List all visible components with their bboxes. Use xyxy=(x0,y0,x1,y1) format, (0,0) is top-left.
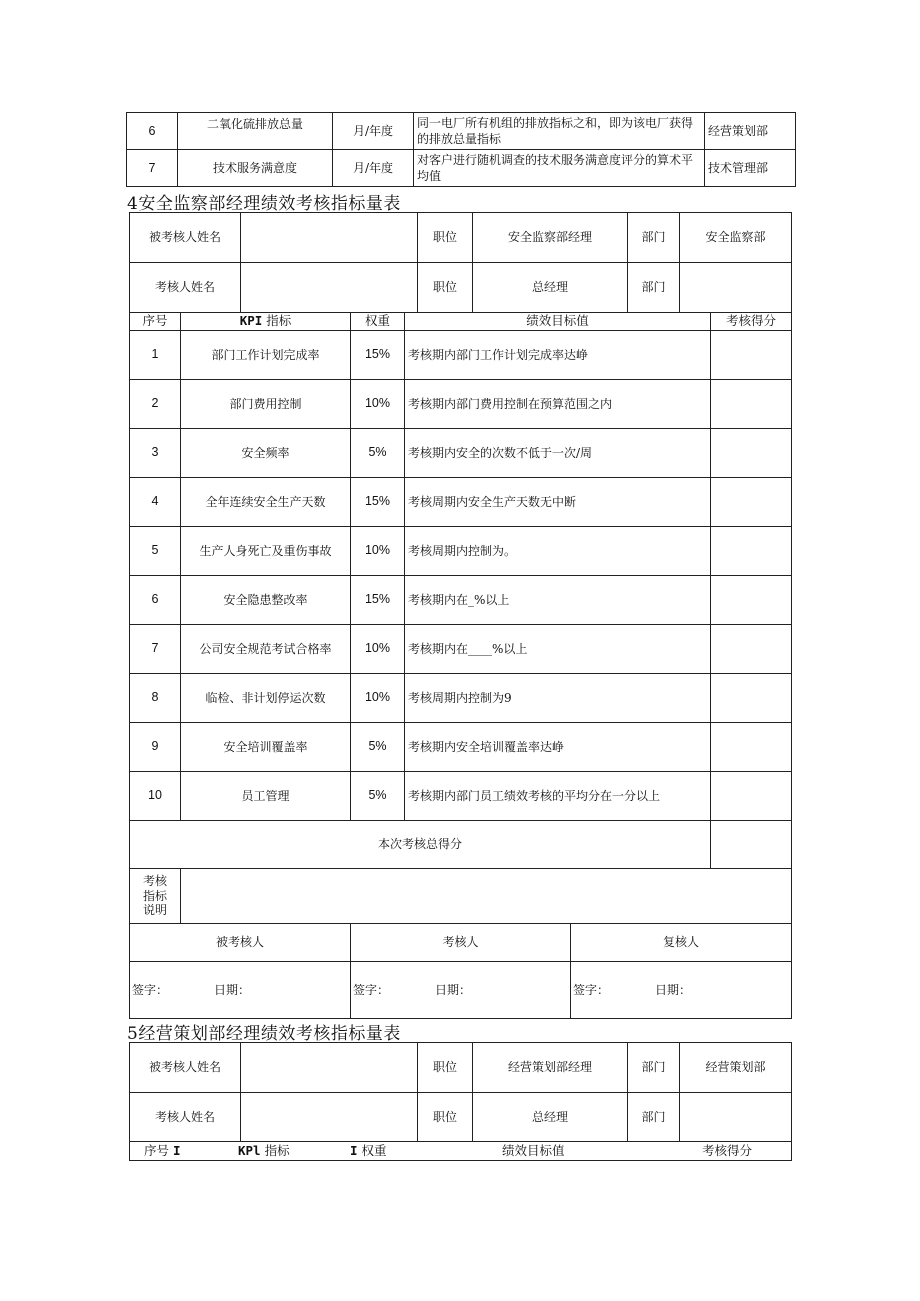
total-score-label: 本次考核总得分 xyxy=(130,820,711,868)
assessor-row xyxy=(130,263,792,313)
date-label: 日期： xyxy=(435,982,472,997)
kpi-weight: 15% xyxy=(351,575,405,624)
assessor-dept-value[interactable] xyxy=(680,1093,792,1142)
kpi-target: 考核期内部门员工绩效考核的平均分在一分以上 xyxy=(405,771,711,820)
note-label xyxy=(130,868,181,923)
kpi-name: 安全隐患整改率 xyxy=(181,575,351,624)
assessee-dept: 经营策划部 xyxy=(680,1043,792,1093)
row-number: 8 xyxy=(130,673,181,722)
kpi-target: 考核期内在____%以上 xyxy=(405,624,711,673)
kpi-weight: 5% xyxy=(351,428,405,477)
period: 月/年度 xyxy=(333,113,414,150)
signature-cell[interactable] xyxy=(351,962,571,1019)
kpi-name: 生产人身死亡及重伤事故 xyxy=(181,526,351,575)
kpi-weight: 10% xyxy=(351,526,405,575)
header-target: 绩效目标值 xyxy=(405,313,711,331)
signature-cell[interactable] xyxy=(130,962,351,1019)
period: 月/年度 xyxy=(333,150,414,187)
note-content[interactable] xyxy=(181,868,792,923)
kpi-target: 考核期内部门费用控制在预算范围之内 xyxy=(405,379,711,428)
kpi-name: 公司安全规范考试合格率 xyxy=(181,624,351,673)
responsible-dept: 经营策划部 xyxy=(705,113,796,150)
assessee-row xyxy=(130,213,792,263)
table-row xyxy=(127,150,796,187)
kpi-description: 对客户进行随机调查的技术服务满意度评分的算术平均值 xyxy=(414,150,705,187)
sign-label: 签字： xyxy=(132,982,169,997)
header-cell xyxy=(130,1142,792,1161)
section-4-signature-table xyxy=(129,923,792,1019)
assessor-position: 总经理 xyxy=(473,263,628,313)
assessee-position: 安全监察部经理 xyxy=(473,213,628,263)
dept-label: 部门 xyxy=(628,1043,680,1093)
top-kpi-table xyxy=(126,112,796,187)
position-label: 职位 xyxy=(418,263,473,313)
row-number: 6 xyxy=(130,575,181,624)
kpi-suffix: 指标 xyxy=(266,313,292,328)
row-number: 4 xyxy=(130,477,181,526)
kpi-weight: 15% xyxy=(351,477,405,526)
assessee-name-value[interactable] xyxy=(241,1043,418,1093)
kpi-name: 安全培训覆盖率 xyxy=(181,722,351,771)
header-kpi xyxy=(181,313,351,331)
kpi-name: 全年连续安全生产天数 xyxy=(181,477,351,526)
header-kpi-group xyxy=(238,1143,350,1160)
position-label: 职位 xyxy=(418,1043,473,1093)
note-label-line3: 说明 xyxy=(142,903,167,918)
score-cell[interactable] xyxy=(711,428,792,477)
score-cell[interactable] xyxy=(711,379,792,428)
total-score-cell[interactable] xyxy=(711,820,792,868)
kpi-suffix: 指标 xyxy=(264,1142,290,1158)
kpi-label: KPl xyxy=(238,1142,261,1158)
date-label: 日期： xyxy=(214,982,251,997)
score-cell[interactable] xyxy=(711,771,792,820)
row-number: 5 xyxy=(130,526,181,575)
kpi-target: 考核期内部门工作计划完成率达峥 xyxy=(405,330,711,379)
section-4-info-table xyxy=(129,212,792,313)
table-row xyxy=(130,722,792,771)
row-number: 7 xyxy=(130,624,181,673)
kpi-description: 同一电厂所有机组的排放指标之和，即为该电厂获得的排放总量指标 xyxy=(414,113,705,150)
dept-label: 部门 xyxy=(628,1093,680,1142)
assessor-name-value[interactable] xyxy=(241,263,418,313)
score-cell[interactable] xyxy=(711,526,792,575)
row-number: 10 xyxy=(130,771,181,820)
table-row xyxy=(130,526,792,575)
score-cell[interactable] xyxy=(711,722,792,771)
responsible-dept: 技术管理部 xyxy=(705,150,796,187)
header-separator: I xyxy=(173,1142,181,1158)
kpi-weight: 10% xyxy=(351,624,405,673)
section-5-title: 5经营策划部经理绩效考核指标量表 xyxy=(127,1024,401,1044)
table-row xyxy=(130,330,792,379)
header-score: 考核得分 xyxy=(702,1142,753,1158)
kpi-name: 部门费用控制 xyxy=(181,379,351,428)
row-number: 7 xyxy=(127,150,178,187)
header-separator: I xyxy=(350,1142,358,1158)
kpi-weight: 10% xyxy=(351,673,405,722)
note-label-line2: 指标 xyxy=(142,888,167,903)
sign-label: 签字： xyxy=(353,982,390,997)
header-no: 序号 xyxy=(144,1142,170,1158)
table-row xyxy=(130,771,792,820)
header-weight-group xyxy=(350,1143,502,1160)
dept-label: 部门 xyxy=(628,213,680,263)
score-cell[interactable] xyxy=(711,624,792,673)
table-row xyxy=(130,624,792,673)
signer-row xyxy=(130,924,792,962)
sign-label: 签字： xyxy=(573,982,610,997)
assessor-position: 总经理 xyxy=(473,1093,628,1142)
kpi-weight: 5% xyxy=(351,722,405,771)
kpi-weight: 15% xyxy=(351,330,405,379)
dept-label: 部门 xyxy=(628,263,680,313)
row-number: 3 xyxy=(130,428,181,477)
score-cell[interactable] xyxy=(711,330,792,379)
assessee-name-value[interactable] xyxy=(241,213,418,263)
header-target: 绩效目标值 xyxy=(502,1142,565,1158)
kpi-name: 员工管理 xyxy=(181,771,351,820)
table-row xyxy=(130,477,792,526)
row-number: 2 xyxy=(130,379,181,428)
total-row xyxy=(130,820,792,868)
kpi-name: 技术服务满意度 xyxy=(178,150,333,187)
header-score: 考核得分 xyxy=(711,313,792,331)
signer-assessee: 被考核人 xyxy=(130,924,351,962)
kpi-name: 安全频率 xyxy=(181,428,351,477)
kpi-weight: 10% xyxy=(351,379,405,428)
assessee-row xyxy=(130,1043,792,1093)
section-5-info-table xyxy=(129,1042,792,1142)
row-number: 9 xyxy=(130,722,181,771)
header-no: 序号 xyxy=(130,313,181,331)
position-label: 职位 xyxy=(418,1093,473,1142)
assessee-name-label: 被考核人姓名 xyxy=(130,1043,241,1093)
table-row xyxy=(130,673,792,722)
note-label-line1: 考核 xyxy=(142,874,167,889)
kpi-target: 考核周期内控制为9 xyxy=(405,673,711,722)
kpi-name: 二氧化硫排放总量 xyxy=(178,113,333,150)
header-no-group xyxy=(130,1143,238,1160)
assessor-row xyxy=(130,1093,792,1142)
score-cell[interactable] xyxy=(711,477,792,526)
header-weight: 权重 xyxy=(351,313,405,331)
kpi-label: KPI xyxy=(239,313,263,328)
assessor-name-value[interactable] xyxy=(241,1093,418,1142)
score-cell[interactable] xyxy=(711,673,792,722)
table-row xyxy=(130,575,792,624)
position-label: 职位 xyxy=(418,213,473,263)
table-row xyxy=(130,428,792,477)
kpi-name: 临检、非计划停运次数 xyxy=(181,673,351,722)
assessee-name-label: 被考核人姓名 xyxy=(130,213,241,263)
table-row xyxy=(127,113,796,150)
kpi-target: 考核周期内安全生产天数无中断 xyxy=(405,477,711,526)
kpi-target: 考核周期内控制为。 xyxy=(405,526,711,575)
kpi-target: 考核期内安全培训覆盖率达峥 xyxy=(405,722,711,771)
signer-reviewer: 复核人 xyxy=(571,924,792,962)
kpi-weight: 5% xyxy=(351,771,405,820)
kpi-target: 考核期内安全的次数不低于一次/周 xyxy=(405,428,711,477)
kpi-name: 部门工作计划完成率 xyxy=(181,330,351,379)
assessee-dept: 安全监察部 xyxy=(680,213,792,263)
score-cell[interactable] xyxy=(711,575,792,624)
section-4-title: 4安全监察部经理绩效考核指标量表 xyxy=(127,194,401,214)
note-row xyxy=(130,868,792,923)
signer-assessor: 考核人 xyxy=(351,924,571,962)
date-label: 日期： xyxy=(655,982,692,997)
section-5-header-table xyxy=(129,1141,792,1161)
assessor-name-label: 考核人姓名 xyxy=(130,263,241,313)
table-row xyxy=(130,379,792,428)
assessor-dept-value[interactable] xyxy=(680,263,792,313)
assessee-position: 经营策划部经理 xyxy=(473,1043,628,1093)
row-number: 6 xyxy=(127,113,178,150)
row-number: 1 xyxy=(130,330,181,379)
header-weight: 权重 xyxy=(361,1142,387,1158)
header-row xyxy=(130,1142,792,1161)
signature-cell[interactable] xyxy=(571,962,792,1019)
assessor-name-label: 考核人姓名 xyxy=(130,1093,241,1142)
kpi-target: 考核期内在_%以上 xyxy=(405,575,711,624)
section-4-kpi-table xyxy=(129,312,792,924)
header-row xyxy=(130,313,792,331)
signature-row xyxy=(130,962,792,1019)
